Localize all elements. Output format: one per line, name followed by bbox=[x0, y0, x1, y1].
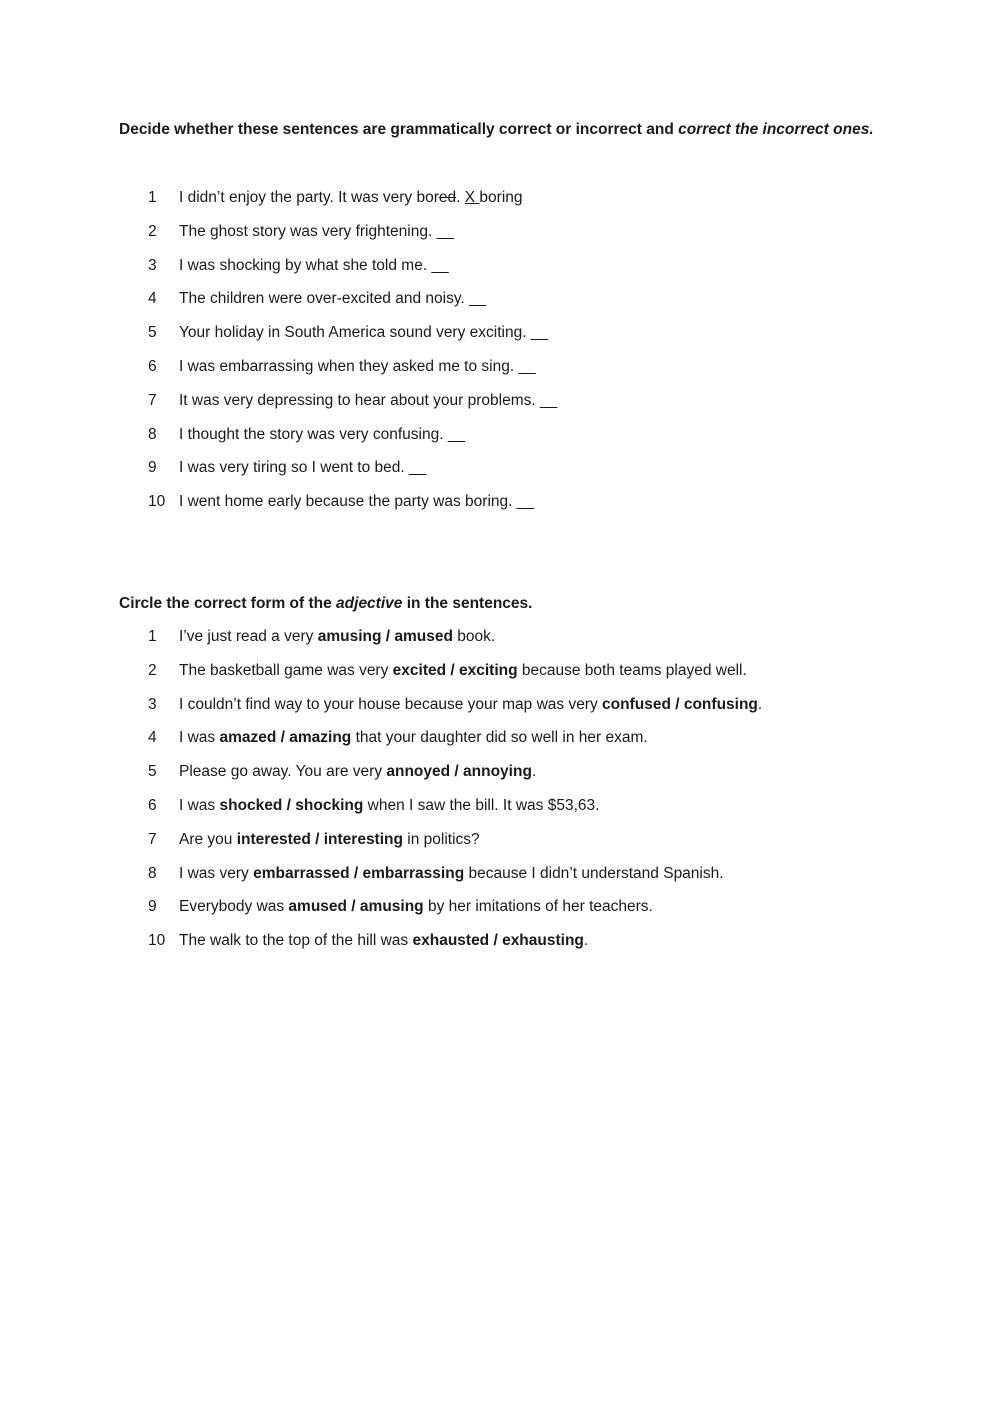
exercise1-item bbox=[119, 384, 919, 418]
item-number: 6 bbox=[148, 796, 157, 814]
item-sentence: The ghost story was very frightening. bbox=[179, 222, 433, 240]
exercise2-item bbox=[119, 890, 919, 924]
answer-blank[interactable]: __ bbox=[540, 391, 558, 409]
item-text-after: because I didn’t understand Spanish. bbox=[464, 864, 724, 882]
item-text-before: Everybody was bbox=[179, 898, 289, 916]
exercise2-item bbox=[119, 688, 919, 722]
example-incorrect-mark: X bbox=[464, 189, 480, 206]
exercise2-item bbox=[119, 721, 919, 755]
exercise2-instruction-end: in the sentences. bbox=[402, 595, 533, 612]
adjective-choice[interactable]: shocked / shocking bbox=[219, 796, 364, 814]
answer-blank[interactable]: __ bbox=[447, 425, 466, 443]
item-text-after: . bbox=[757, 695, 763, 713]
exercise1-item bbox=[119, 418, 919, 452]
item-number: 2 bbox=[148, 222, 157, 240]
item-text-before: The basketball game was very bbox=[179, 661, 393, 679]
item-number: 1 bbox=[148, 189, 157, 206]
item-sentence: I was embarrassing when they asked me to sing. bbox=[179, 357, 515, 375]
answer-blank[interactable]: __ bbox=[516, 493, 534, 511]
item-number: 2 bbox=[148, 661, 157, 679]
item-text-before: Are you bbox=[179, 830, 237, 848]
answer-blank[interactable]: __ bbox=[518, 357, 536, 375]
item-sentence: I was very tiring so I went to bed. bbox=[179, 459, 405, 477]
exercise1-item bbox=[119, 451, 919, 485]
item-text-after: by her imitations of her teachers. bbox=[423, 898, 653, 916]
item-number: 9 bbox=[148, 898, 157, 916]
item-number: 8 bbox=[148, 864, 157, 882]
exercise1-instruction-text: Decide whether these sentences are grammatically correct or incorrect and bbox=[119, 121, 679, 138]
item-text-after: book. bbox=[452, 628, 496, 645]
item-number: 5 bbox=[148, 763, 157, 781]
item-text-after: that your daughter did so well in her exam. bbox=[351, 729, 648, 747]
exercise2-item bbox=[119, 823, 919, 857]
exercise1-item bbox=[119, 215, 919, 249]
item-number: 10 bbox=[148, 932, 166, 950]
item-text-before: The walk to the top of the hill was bbox=[179, 932, 413, 950]
exercise1-instruction bbox=[119, 113, 881, 147]
exercise2-item bbox=[119, 654, 919, 688]
exercise2-item bbox=[119, 755, 919, 789]
adjective-choice[interactable]: confused / confusing bbox=[602, 695, 758, 713]
exercise2-item bbox=[119, 924, 919, 958]
adjective-choice[interactable]: excited / exciting bbox=[392, 661, 518, 679]
exercise1-item bbox=[119, 282, 919, 316]
item-sentence: The children were over-excited and noisy. bbox=[179, 290, 465, 308]
item-text-before: I’ve just read a very bbox=[179, 628, 318, 645]
item-text-before: I was bbox=[179, 796, 220, 814]
item-number: 8 bbox=[148, 425, 157, 443]
item-number: 3 bbox=[148, 256, 157, 274]
item-text-after: . bbox=[531, 763, 537, 781]
answer-blank[interactable]: __ bbox=[530, 324, 549, 342]
example-correction: boring bbox=[479, 189, 523, 206]
exercise2-item bbox=[119, 857, 919, 891]
item-text-after: because both teams played well. bbox=[517, 661, 747, 679]
item-text-after: when I saw the bill. It was $53,63. bbox=[363, 796, 600, 814]
item-number: 3 bbox=[148, 695, 157, 713]
example-text: I didn’t enjoy the party. It was very bor bbox=[179, 189, 439, 206]
item-text-before: I couldn’t find way to your house because your map was very bbox=[179, 695, 603, 713]
adjective-choice[interactable]: exhausted / exhausting bbox=[412, 932, 584, 950]
exercise2-instruction-italic: adjective bbox=[336, 595, 403, 612]
exercise1-example-item bbox=[119, 181, 919, 215]
adjective-choice[interactable]: annoyed / annoying bbox=[386, 763, 532, 781]
item-text-before: Please go away. You are very bbox=[179, 763, 387, 781]
item-number: 4 bbox=[148, 290, 157, 308]
item-number: 7 bbox=[148, 391, 157, 409]
item-number: 9 bbox=[148, 459, 157, 477]
item-number: 4 bbox=[148, 729, 157, 747]
exercise1-list bbox=[119, 181, 919, 519]
item-sentence: Your holiday in South America sound very exciting. bbox=[179, 324, 527, 342]
item-text-before: I was very bbox=[179, 864, 254, 882]
adjective-choice[interactable]: embarrassed / embarrassing bbox=[253, 864, 465, 882]
exercise1-item bbox=[119, 316, 919, 350]
answer-blank[interactable]: __ bbox=[409, 459, 427, 477]
item-sentence: It was very depressing to hear about your problems. bbox=[179, 391, 536, 409]
item-number: 6 bbox=[148, 357, 157, 375]
item-number: 5 bbox=[148, 324, 157, 342]
adjective-choice[interactable]: amused / amusing bbox=[288, 898, 424, 916]
item-text-after: in politics? bbox=[402, 830, 480, 848]
item-sentence: I was shocking by what she told me. bbox=[179, 256, 428, 274]
exercise2-instruction-text: Circle the correct form of the bbox=[119, 595, 337, 612]
item-sentence: I went home early because the party was boring. bbox=[179, 493, 513, 511]
adjective-choice[interactable]: amazed / amazing bbox=[219, 729, 352, 747]
item-number: 10 bbox=[148, 493, 166, 511]
adjective-choice[interactable]: amusing / amused bbox=[317, 628, 453, 645]
item-number: 1 bbox=[148, 628, 157, 645]
example-struck-text: ed bbox=[438, 189, 457, 206]
answer-blank[interactable]: __ bbox=[469, 290, 487, 308]
item-text-before: I was bbox=[179, 729, 220, 747]
answer-blank[interactable]: __ bbox=[436, 222, 454, 240]
exercise2-item bbox=[119, 620, 919, 654]
adjective-choice[interactable]: interested / interesting bbox=[236, 830, 403, 848]
item-text-after: . bbox=[583, 932, 589, 950]
example-period: . bbox=[456, 189, 465, 206]
exercise2-item bbox=[119, 789, 919, 823]
exercise2-instruction bbox=[119, 587, 881, 621]
exercise1-item bbox=[119, 350, 919, 384]
answer-blank[interactable]: __ bbox=[431, 256, 449, 274]
exercise1-item bbox=[119, 249, 919, 283]
exercise1-instruction-italic: correct the incorrect ones. bbox=[678, 121, 874, 138]
exercise1-item bbox=[119, 485, 919, 519]
exercise2-list bbox=[119, 620, 919, 958]
item-number: 7 bbox=[148, 830, 157, 848]
item-sentence: I thought the story was very confusing. bbox=[179, 425, 444, 443]
